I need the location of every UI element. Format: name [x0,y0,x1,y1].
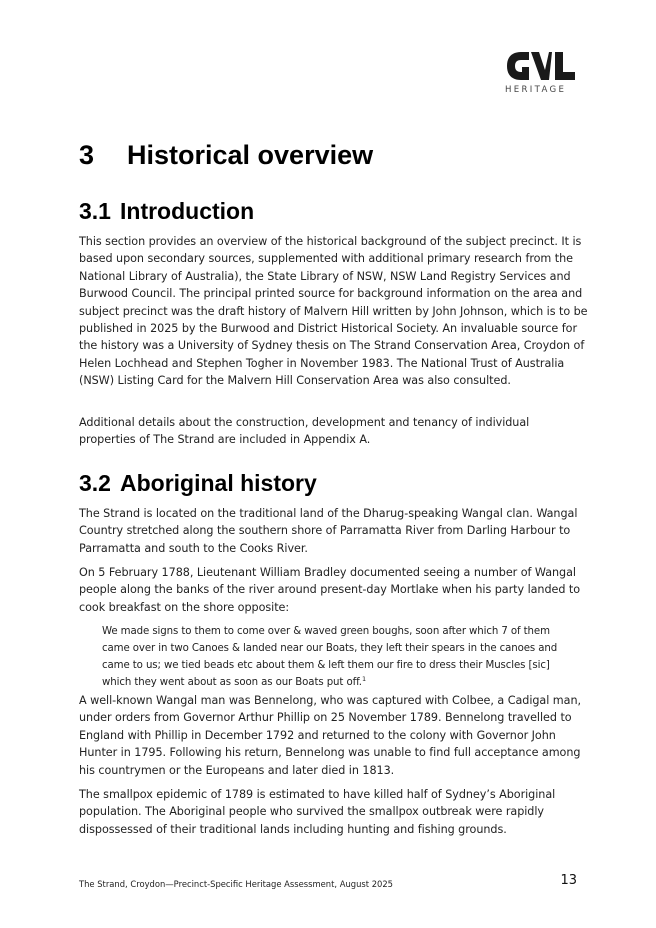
footer-document-title: The Strand, Croydon—Precinct-Specific Heritage Assessment, August 2025 [79,879,394,889]
aboriginal-paragraph-1: The Strand is located on the traditional land of the Dharug-speaking Wangal clan. Wangal Country stretched along the southern shore of Parramatta River from Darling Harbour to Parramatta and south to the Cooks River. [79,507,578,555]
logo-subtitle: HERITAGE [505,85,567,95]
quote-text: We made signs to them to come over & waved green boughs, soon after which 7 of them came over in two Canoes & landed near our Boats, they left their spears in the canoes and came to us; we tied beads etc about them & left them our fire to dress their Muscles [sic] which they went about as soon as our Boats put off. [102,626,558,688]
aboriginal-paragraph-2: On 5 February 1788, Lieutenant William Bradley documented seeing a number of Wangal people along the banks of the river around present-day Mortlake when his party landed to cook breakfast on the shore opposite: [79,566,581,614]
chapter-number: 3 [79,140,95,170]
section-heading-introduction [79,198,254,225]
section-title: Introduction [120,198,255,224]
bennelong-paragraph: A well-known Wangal man was Bennelong, who was captured with Colbee, a Cadigal man, under orders from Governor Arthur Phillip on 25 November 1789. Bennelong travelled to England with Phillip in December 1792 and returned to the colony with Governor John Hunter in 1795. Following his return, Bennelong was unable to find full acceptance among his countrymen or the Europeans and later died in 1813. [79,694,581,777]
chapter-title: Historical overview [127,140,374,170]
smallpox-paragraph: The smallpox epidemic of 1789 is estimated to have killed half of Sydney’s Aboriginal population. The Aboriginal people who survived the smallpox outbreak were rapidly dispossessed of their traditional lands including hunting and fishing grounds. [79,788,556,836]
intro-paragraph-1: This section provides an overview of the historical background of the subject precinct. It is based upon secondary sources, supplemented with additional primary research from the National Library of Australia), the State Library of NSW, NSW Land Registry Services and Burwood Council. The principal printed source for background information on the area and subject precinct was the draft history of Malvern Hill written by John Johnson, which is to be published in 2025 by the Burwood and District Historical Society. An invaluable source for the history was a University of Sydney thesis on The Strand Conservation Area, Croydon of Helen Lochhead and Stephen Togher in November 1983. The National Trust of Australia (NSW) Listing Card for the Malvern Hill Conservation Area was also consulted. [79,235,588,388]
section-number: 3.1 [79,198,111,224]
footnote-reference[interactable]: 1 [361,675,366,683]
bradley-block-quote [102,623,572,691]
gvl-logo-mark-icon [505,50,577,82]
gvl-heritage-logo [505,50,577,98]
section-title: Aboriginal history [120,470,317,496]
chapter-heading [79,140,373,171]
section-heading-aboriginal-history [79,470,317,497]
intro-paragraph-2: Additional details about the construction, development and tenancy of individual properties of The Strand are included in Appendix A. [79,416,530,447]
section-number: 3.2 [79,470,111,496]
page-number: 13 [560,873,577,888]
